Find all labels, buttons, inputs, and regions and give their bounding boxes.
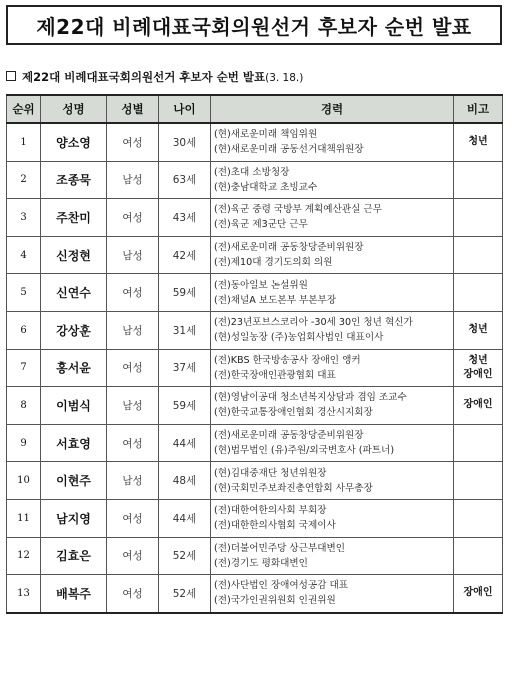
career-cell (211, 424, 454, 462)
gender-cell: 남성 (107, 161, 159, 199)
page-title-box (6, 5, 502, 45)
career-line: (전)새로운미래 공동창당준비위원장 (214, 242, 364, 254)
header-age: 나이 (159, 95, 211, 123)
name-cell: 서효영 (41, 424, 107, 462)
career-cell (211, 462, 454, 500)
career-line: (현)국회민주보좌진총연합회 사무총장 (214, 482, 373, 494)
note-label: 장애인 (463, 368, 493, 380)
square-bullet-icon (6, 71, 16, 81)
career-line: (전)육군 중령 국방부 계획예산관실 근무 (214, 204, 382, 216)
rank-cell: 1 (7, 123, 41, 161)
header-rank: 순위 (7, 95, 41, 123)
career-line: (현)김대중재단 청년위원장 (214, 467, 327, 479)
table-header-row (7, 95, 503, 123)
name-cell: 신정현 (41, 236, 107, 274)
gender-cell: 여성 (107, 274, 159, 312)
note-cell (454, 311, 503, 349)
header-gender: 성별 (107, 95, 159, 123)
rank-cell: 13 (7, 575, 41, 613)
note-cell (454, 499, 503, 537)
age-cell: 59세 (159, 387, 211, 425)
career-line: (전)대한여한의사회 부회장 (214, 505, 327, 517)
career-line: (현)새로운미래 책임위원 (214, 129, 318, 141)
gender-cell: 여성 (107, 575, 159, 613)
name-cell: 조종묵 (41, 161, 107, 199)
gender-cell: 여성 (107, 499, 159, 537)
rank-cell: 3 (7, 199, 41, 237)
section-subtitle (6, 69, 303, 85)
note-label: 장애인 (463, 399, 493, 411)
note-cell (454, 537, 503, 575)
name-cell: 주찬미 (41, 199, 107, 237)
gender-cell: 여성 (107, 349, 159, 387)
note-cell (454, 462, 503, 500)
age-cell: 30세 (159, 123, 211, 161)
career-line: (전)채널A 보도본부 부본부장 (214, 294, 337, 306)
career-line: (전)동아일보 논설위원 (214, 279, 308, 291)
header-note: 비고 (454, 95, 503, 123)
name-cell: 김효은 (41, 537, 107, 575)
header-name: 성명 (41, 95, 107, 123)
career-line: (전)제10대 경기도의회 의원 (214, 257, 333, 269)
gender-cell: 남성 (107, 236, 159, 274)
age-cell: 31세 (159, 311, 211, 349)
age-cell: 52세 (159, 575, 211, 613)
note-cell (454, 424, 503, 462)
note-cell (454, 349, 503, 387)
table-row (7, 161, 503, 199)
name-cell: 배복주 (41, 575, 107, 613)
note-label: 청년 (468, 136, 488, 148)
table-row (7, 349, 503, 387)
career-line: (전)한국장애인관광협회 대표 (214, 369, 336, 381)
career-line: (전)새로운미래 공동창당준비위원장 (214, 430, 364, 442)
career-cell (211, 387, 454, 425)
table-row (7, 123, 503, 161)
note-cell (454, 236, 503, 274)
candidate-table (6, 94, 503, 614)
name-cell: 신연수 (41, 274, 107, 312)
career-cell (211, 274, 454, 312)
career-line: (전)사단법인 장애여성공감 대표 (214, 580, 349, 592)
career-line: (전)더불어민주당 상근부대변인 (214, 542, 346, 554)
table-row (7, 575, 503, 613)
rank-cell: 10 (7, 462, 41, 500)
header-career: 경력 (211, 95, 454, 123)
career-line: (현)영남이공대 청소년복지상담과 겸임 조교수 (214, 392, 407, 404)
table-row (7, 537, 503, 575)
age-cell: 63세 (159, 161, 211, 199)
note-cell (454, 161, 503, 199)
table-row (7, 387, 503, 425)
career-cell (211, 199, 454, 237)
career-line: (현)충남대학교 초빙교수 (214, 181, 318, 193)
career-line: (전)경기도 평화대변인 (214, 557, 308, 569)
age-cell: 48세 (159, 462, 211, 500)
name-cell: 이범식 (41, 387, 107, 425)
career-cell (211, 499, 454, 537)
note-cell (454, 199, 503, 237)
rank-cell: 6 (7, 311, 41, 349)
rank-cell: 7 (7, 349, 41, 387)
table-row (7, 236, 503, 274)
rank-cell: 11 (7, 499, 41, 537)
career-line: (전)KBS 한국방송공사 장애인 앵커 (214, 354, 361, 366)
age-cell: 44세 (159, 424, 211, 462)
age-cell: 37세 (159, 349, 211, 387)
subtitle-text: 제22대 비례대표국회의원선거 후보자 순번 발표 (22, 70, 266, 84)
career-line: (전)국가인권위원회 인권위원 (214, 595, 336, 607)
career-cell (211, 311, 454, 349)
table-row (7, 424, 503, 462)
career-line: (현)한국교통장애인협회 경산시지회장 (214, 407, 373, 419)
career-line: (전)23년포브스코리아 -30세 30인 청년 혁신가 (214, 317, 413, 329)
gender-cell: 남성 (107, 387, 159, 425)
age-cell: 59세 (159, 274, 211, 312)
career-cell (211, 349, 454, 387)
table-row (7, 311, 503, 349)
career-cell (211, 123, 454, 161)
career-line: (현)성일농장 (주)농업회사법인 대표이사 (214, 332, 384, 344)
note-label: 장애인 (463, 587, 493, 599)
table-row (7, 199, 503, 237)
name-cell: 남지영 (41, 499, 107, 537)
rank-cell: 9 (7, 424, 41, 462)
career-cell (211, 161, 454, 199)
rank-cell: 5 (7, 274, 41, 312)
age-cell: 52세 (159, 537, 211, 575)
age-cell: 44세 (159, 499, 211, 537)
table-row (7, 499, 503, 537)
career-cell (211, 575, 454, 613)
gender-cell: 여성 (107, 424, 159, 462)
gender-cell: 여성 (107, 199, 159, 237)
career-line: (현)새로운미래 공동선거대책위원장 (214, 144, 364, 156)
note-cell (454, 274, 503, 312)
age-cell: 43세 (159, 199, 211, 237)
gender-cell: 남성 (107, 462, 159, 500)
rank-cell: 12 (7, 537, 41, 575)
note-cell (454, 575, 503, 613)
rank-cell: 8 (7, 387, 41, 425)
name-cell: 양소영 (41, 123, 107, 161)
note-cell (454, 387, 503, 425)
career-cell (211, 236, 454, 274)
table-row (7, 462, 503, 500)
note-cell (454, 123, 503, 161)
career-line: (전)육군 제3군단 근무 (214, 219, 308, 231)
rank-cell: 4 (7, 236, 41, 274)
page-title: 제22대 비례대표국회의원선거 후보자 순번 발표 (36, 14, 472, 39)
note-label: 청년 (468, 354, 488, 366)
career-line: (현)법무법인 (유)주원/외국변호사 (파트너) (214, 445, 395, 457)
name-cell: 강상훈 (41, 311, 107, 349)
name-cell: 이현주 (41, 462, 107, 500)
age-cell: 42세 (159, 236, 211, 274)
career-line: (전)대한한의사협회 국제이사 (214, 520, 336, 532)
rank-cell: 2 (7, 161, 41, 199)
career-cell (211, 537, 454, 575)
career-line: (전)초대 소방청장 (214, 166, 290, 178)
gender-cell: 남성 (107, 311, 159, 349)
table-row (7, 274, 503, 312)
note-label: 청년 (468, 324, 488, 336)
name-cell: 홍서윤 (41, 349, 107, 387)
gender-cell: 여성 (107, 537, 159, 575)
gender-cell: 여성 (107, 123, 159, 161)
subtitle-date: (3. 18.) (265, 72, 304, 84)
